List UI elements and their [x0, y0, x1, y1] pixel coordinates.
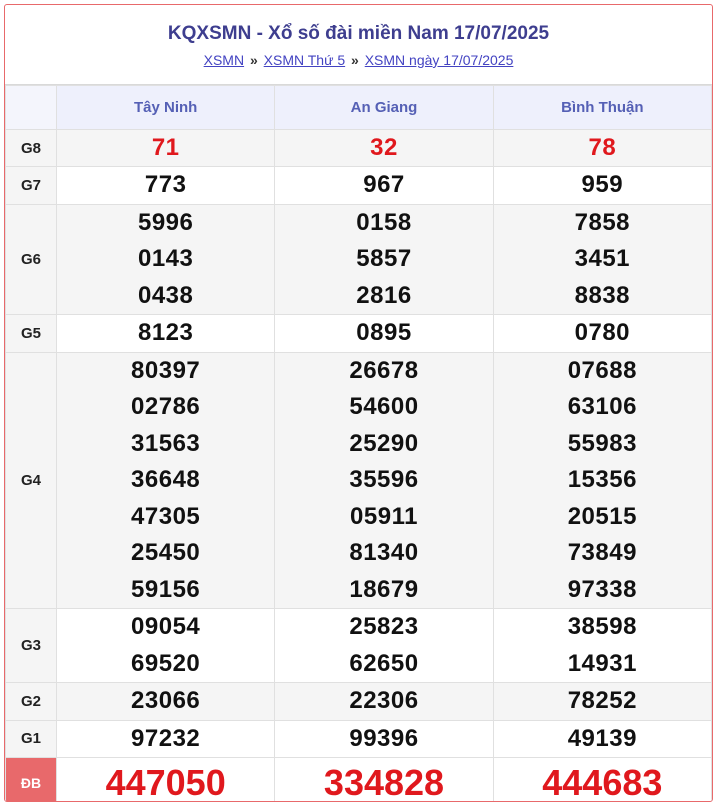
prize-number: 49139: [567, 724, 637, 752]
prize-number: 09054: [131, 613, 201, 640]
prize-number: 8123: [137, 319, 194, 346]
prize-number: 63106: [567, 393, 637, 420]
prize-cell: [275, 609, 493, 683]
prize-label: ĐB: [6, 758, 57, 803]
prize-cell: [57, 683, 275, 721]
prize-cell: [493, 130, 711, 167]
prize-cell: [275, 720, 493, 758]
results-table: [5, 85, 712, 802]
prize-number: 0895: [356, 319, 412, 346]
prize-number: 32: [370, 134, 398, 161]
prize-number: 2816: [356, 281, 412, 309]
prize-cell: [493, 609, 711, 683]
breadcrumb: [5, 50, 712, 70]
corner-cell: [6, 86, 57, 130]
prize-number: 97232: [131, 724, 201, 752]
prize-cell: [275, 167, 493, 205]
prize-number: 959: [581, 171, 624, 198]
prize-number: 69520: [131, 649, 201, 677]
prize-number: 18679: [349, 575, 419, 603]
special-prize-number: 444683: [542, 762, 663, 802]
prize-number: 97338: [567, 575, 637, 603]
prize-number: 38598: [567, 613, 637, 640]
prize-number: 71: [151, 134, 180, 161]
prize-row-g7: [6, 167, 712, 205]
prize-number: 05911: [350, 502, 418, 530]
prize-number: 81340: [349, 539, 419, 566]
prize-number: 25290: [349, 429, 419, 457]
prize-label: G6: [6, 204, 57, 315]
prize-number: 8838: [574, 281, 631, 309]
province-header-row: [6, 86, 712, 130]
prize-number: 773: [144, 171, 187, 198]
prize-cell: [57, 204, 275, 315]
prize-number: 73849: [567, 539, 637, 566]
prize-number: 62650: [349, 649, 419, 677]
prize-number: 25823: [349, 613, 419, 640]
prize-number: 22306: [349, 687, 419, 714]
results-header: [5, 5, 712, 85]
province-header-an-giang: An Giang: [275, 86, 493, 130]
special-prize-number: 447050: [105, 762, 226, 802]
prize-row-db: [6, 758, 712, 803]
prize-number: 02786: [131, 393, 201, 420]
prize-number: 0143: [137, 245, 194, 272]
prize-cell: [493, 315, 711, 353]
prize-cell: [493, 683, 711, 721]
prize-cell: [57, 315, 275, 353]
prize-number: 26678: [349, 356, 419, 384]
prize-label: G4: [6, 352, 57, 609]
prize-number: 20515: [567, 502, 637, 530]
prize-label: G5: [6, 315, 57, 353]
prize-cell: [275, 758, 493, 803]
breadcrumb-link-xsmn-date[interactable]: XSMN ngày 17/07/2025: [364, 52, 514, 68]
prize-cell: [57, 758, 275, 803]
prize-cell: [275, 130, 493, 167]
results-panel: [4, 4, 713, 802]
prize-row-g5: [6, 315, 712, 353]
prize-row-g3: [6, 609, 712, 683]
prize-row-g2: [6, 683, 712, 721]
breadcrumb-link-xsmn[interactable]: XSMN: [203, 52, 245, 68]
prize-cell: [493, 720, 711, 758]
prize-number: 47305: [131, 502, 201, 530]
prize-number: 5996: [137, 208, 194, 236]
prize-number: 25450: [131, 539, 201, 566]
prize-cell: [493, 167, 711, 205]
prize-cell: [275, 683, 493, 721]
prize-number: 78: [588, 134, 617, 161]
prize-number: 14931: [567, 649, 637, 677]
prize-number: 7858: [574, 208, 631, 236]
prize-label: G1: [6, 720, 57, 758]
prize-number: 0438: [137, 281, 194, 309]
province-header-binh-thuan: Bình Thuận: [493, 86, 711, 130]
prize-cell: [57, 609, 275, 683]
prize-cell: [275, 204, 493, 315]
prize-row-g6: [6, 204, 712, 315]
breadcrumb-separator: »: [249, 52, 258, 68]
prize-number: 5857: [356, 245, 412, 272]
prize-label: G2: [6, 683, 57, 721]
prize-cell: [57, 720, 275, 758]
prize-number: 80397: [131, 356, 201, 384]
prize-number: 55983: [567, 429, 637, 457]
prize-label: G3: [6, 609, 57, 683]
prize-row-g4: [6, 352, 712, 609]
prize-cell: [493, 758, 711, 803]
prize-number: 23066: [131, 687, 201, 714]
special-prize-number: 334828: [323, 762, 445, 802]
prize-number: 54600: [349, 393, 419, 420]
prize-row-g1: [6, 720, 712, 758]
prize-label: G8: [6, 130, 57, 167]
prize-number: 59156: [131, 575, 201, 603]
prize-cell: [57, 167, 275, 205]
prize-number: 36648: [131, 466, 201, 493]
prize-number: 0780: [574, 319, 631, 346]
breadcrumb-separator: »: [351, 52, 359, 68]
prize-number: 3451: [574, 245, 631, 272]
prize-cell: [275, 352, 493, 609]
page-title: KQXSMN - Xổ số đài miền Nam 17/07/2025: [167, 23, 550, 44]
prize-number: 07688: [567, 356, 637, 384]
breadcrumb-link-xsmn-thu5[interactable]: XSMN Thứ 5: [263, 52, 346, 68]
prize-cell: [275, 315, 493, 353]
prize-number: 15356: [567, 466, 637, 493]
province-header-tay-ninh: Tây Ninh: [57, 86, 275, 130]
prize-cell: [493, 204, 711, 315]
prize-cell: [493, 352, 711, 609]
prize-label: G7: [6, 167, 57, 205]
prize-number: 78252: [567, 687, 637, 714]
prize-number: 99396: [349, 724, 419, 752]
prize-number: 0158: [356, 208, 412, 236]
prize-cell: [57, 352, 275, 609]
prize-cell: [57, 130, 275, 167]
prize-number: 31563: [131, 429, 201, 457]
prize-number: 967: [363, 171, 405, 198]
prize-row-g8: [6, 130, 712, 167]
prize-number: 35596: [349, 466, 419, 493]
